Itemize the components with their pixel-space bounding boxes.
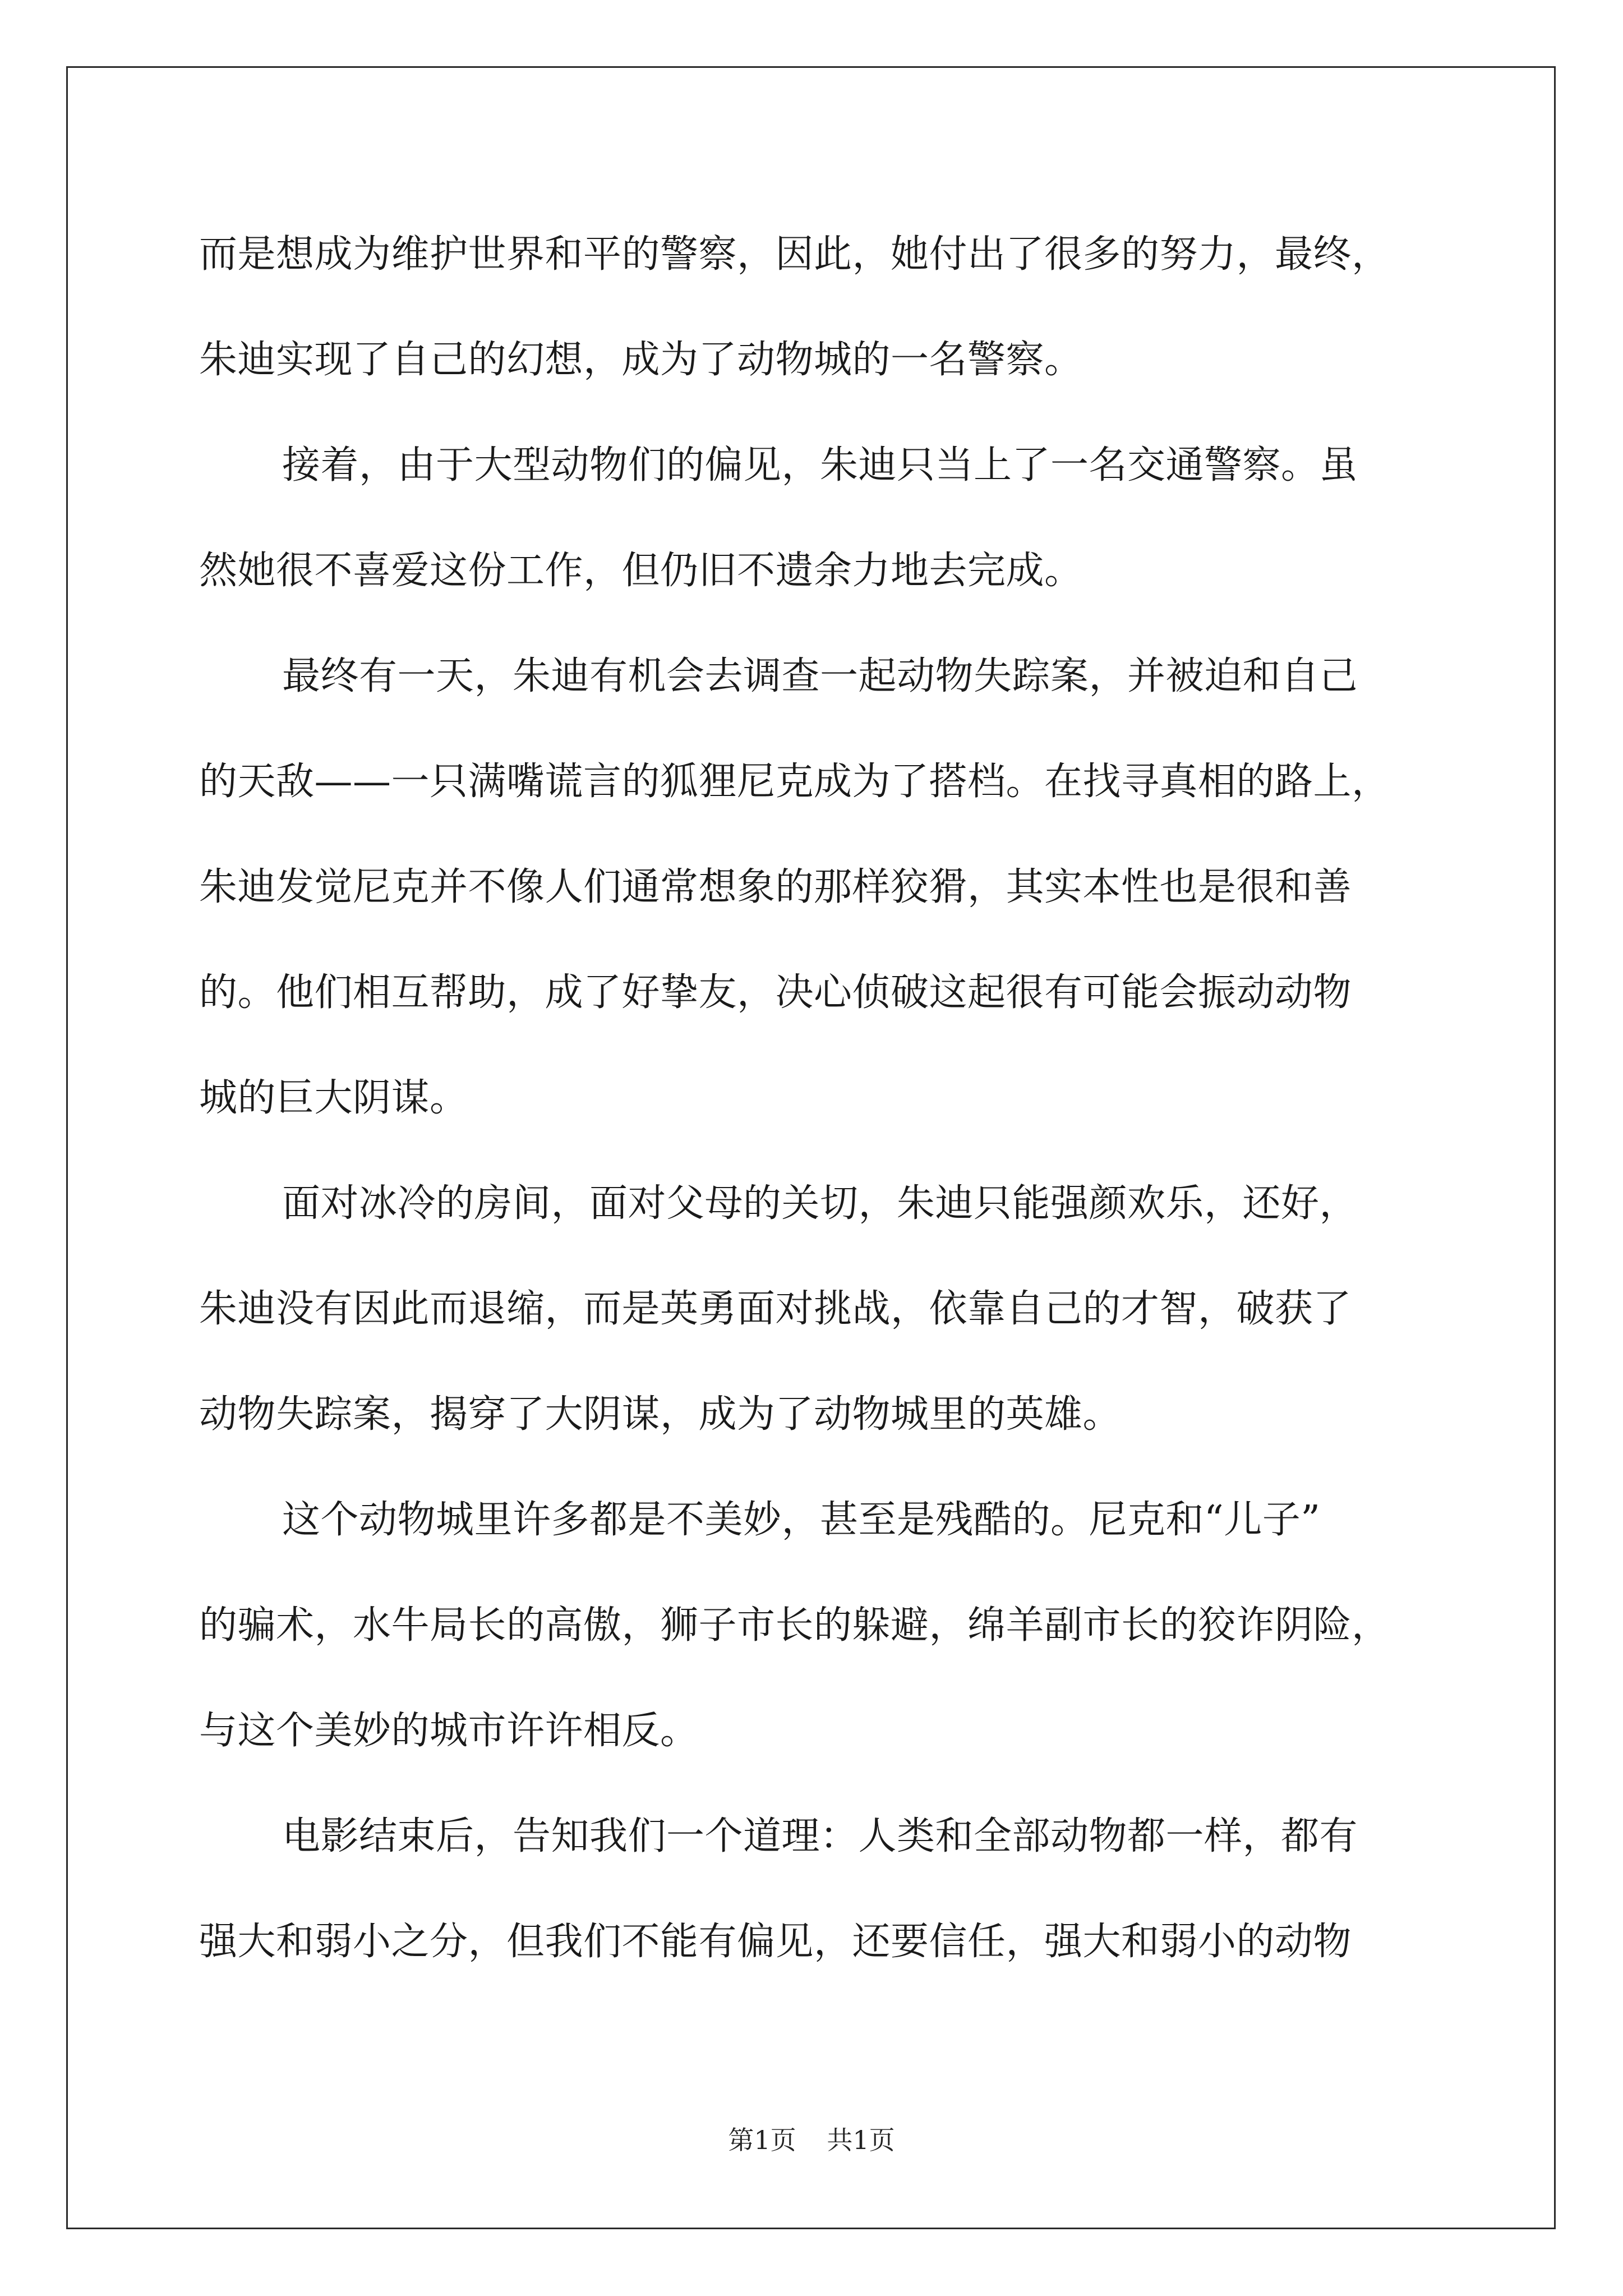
text-line: 接着，由于大型动物们的偏见，朱迪只当上了一名交通警察。虽 [282,443,1358,487]
paragraph [199,1784,1433,1995]
text-line: 城的巨大阴谋。 [199,1076,468,1120]
page-footer [0,2123,1623,2157]
page-number: 第1页 [728,2125,796,2155]
text-line: 的。他们相互帮助，成了好挚友，决心侦破这起很有可能会振动动物 [199,970,1352,1015]
paragraph [199,202,1433,413]
page-total: 共1页 [827,2125,895,2155]
text-line: 最终有一天，朱迪有机会去调查一起动物失踪案，并被迫和自己 [282,654,1358,698]
paragraph [199,1151,1433,1467]
paragraph [199,624,1433,1151]
text-line: 而是想成为维护世界和平的警察，因此，她付出了很多的努力，最终， [199,232,1390,277]
paragraph [199,413,1433,624]
text-line: 面对冰冷的房间，面对父母的关切，朱迪只能强颜欢乐，还好， [282,1181,1358,1226]
paragraph [199,1467,1433,1784]
text-line: 朱迪发觉尼克并不像人们通常想象的那样狡猾，其实本性也是很和善 [199,865,1352,909]
text-line: 这个动物城里许多都是不美妙，甚至是残酷的。尼克和“儿子” [282,1498,1321,1542]
text-line: 与这个美妙的城市许许相反。 [199,1709,699,1753]
text-line: 朱迪实现了自己的幻想，成为了动物城的一名警察。 [199,338,1083,382]
text-line: 的骗术，水牛局长的高傲，狮子市长的躲避，绵羊副市长的狡诈阴险， [199,1603,1390,1648]
text-line: 然她很不喜爱这份工作，但仍旧不遗余力地去完成。 [199,549,1083,593]
text-line: 的天敌——一只满嘴谎言的狐狸尼克成为了搭档。在找寻真相的路上， [199,760,1390,804]
text-line: 朱迪没有因此而退缩，而是英勇面对挑战，依靠自己的才智，破获了 [199,1287,1352,1331]
document-body [199,202,1433,1995]
text-line: 电影结束后，告知我们一个道理：人类和全部动物都一样，都有 [282,1814,1358,1858]
text-line: 强大和弱小之分，但我们不能有偏见，还要信任，强大和弱小的动物 [199,1920,1352,1964]
text-line: 动物失踪案，揭穿了大阴谋，成为了动物城里的英雄。 [199,1392,1122,1437]
